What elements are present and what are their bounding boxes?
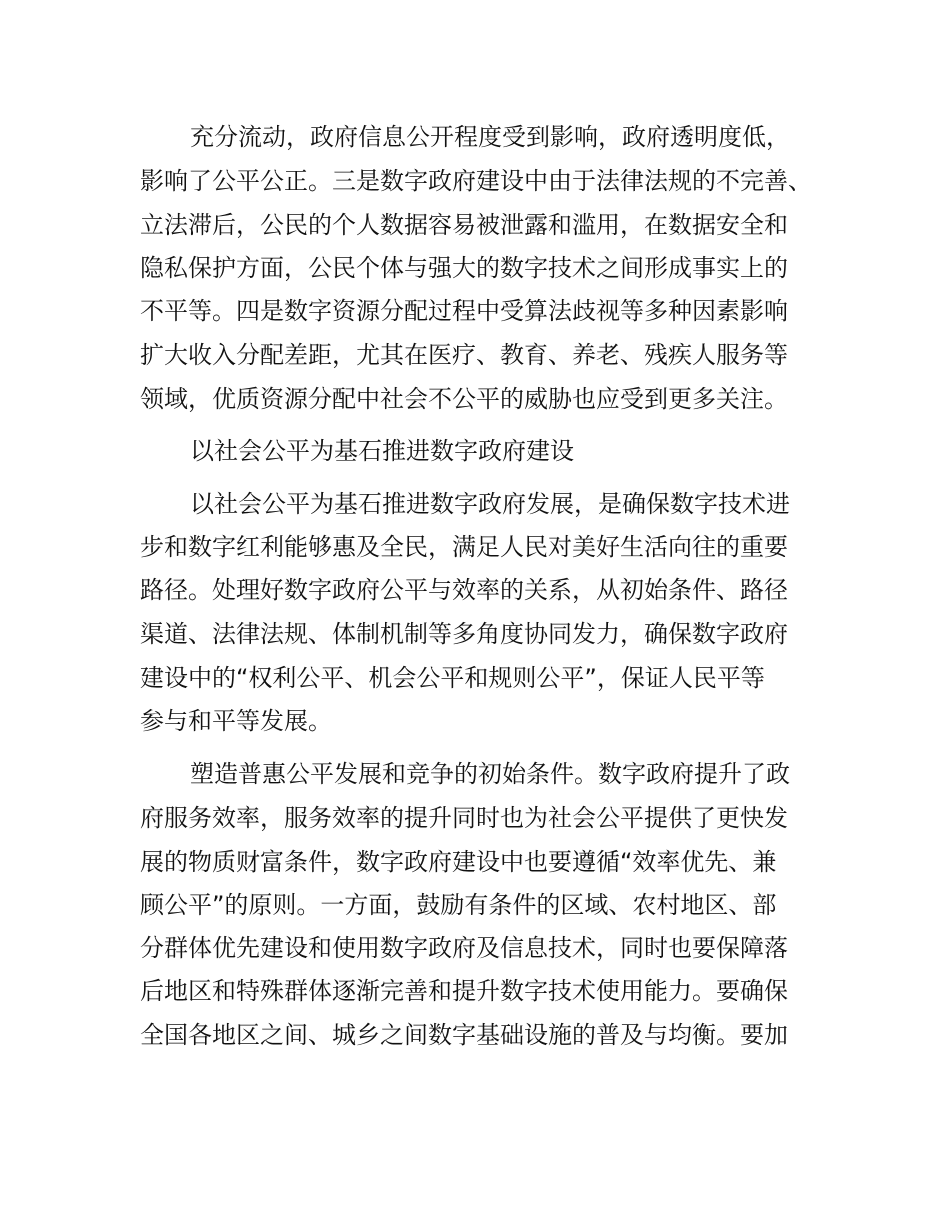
text-line: 后地区和特殊群体逐渐完善和提升数字技术使用能力。要确保 bbox=[140, 977, 788, 1005]
text-line: 路径。处理好数字政府公平与效率的关系，从初始条件、路径 bbox=[140, 576, 788, 604]
text-line: 充分流动，政府信息公开程度受到影响，政府透明度低， bbox=[190, 123, 790, 151]
text-line: 影响了公平公正。三是数字政府建设中由于法律法规的不完善、 bbox=[140, 167, 812, 195]
text-line: 塑造普惠公平发展和竞争的初始条件。数字政府提升了政 bbox=[190, 760, 790, 788]
text-line: 立法滞后，公民的个人数据容易被泄露和滥用，在数据安全和 bbox=[140, 211, 788, 239]
text-line: 步和数字红利能够惠及全民，满足人民对美好生活向往的重要 bbox=[140, 533, 788, 561]
text-line: 隐私保护方面，公民个体与强大的数字技术之间形成事实上的 bbox=[140, 254, 788, 282]
text-line: 不平等。四是数字资源分配过程中受算法歧视等多种因素影响 bbox=[140, 297, 788, 325]
text-line: 分群体优先建设和使用数字政府及信息技术，同时也要保障落 bbox=[140, 934, 788, 962]
text-line: 领域，优质资源分配中社会不公平的威胁也应受到更多关注。 bbox=[140, 385, 788, 413]
text-line: 扩大收入分配差距，尤其在医疗、教育、养老、残疾人服务等 bbox=[140, 341, 788, 369]
text-line: 全国各地区之间、城乡之间数字基础设施的普及与均衡。要加 bbox=[140, 1021, 788, 1049]
text-line: 展的物质财富条件，数字政府建设中也要遵循“效率优先、兼 bbox=[140, 848, 777, 876]
text-line: 参与和平等发展。 bbox=[140, 707, 332, 735]
text-line: 渠道、法律法规、体制机制等多角度协同发力，确保数字政府 bbox=[140, 620, 788, 648]
text-line: 府服务效率，服务效率的提升同时也为社会公平提供了更快发 bbox=[140, 804, 788, 832]
text-line: 建设中的“权利公平、机会公平和规则公平”，保证人民平等 bbox=[140, 664, 765, 692]
text-line: 以社会公平为基石推进数字政府发展，是确保数字技术进 bbox=[190, 490, 790, 518]
section-heading: 以社会公平为基石推进数字政府建设 bbox=[190, 437, 574, 465]
text-line: 顾公平”的原则。一方面，鼓励有条件的区域、农村地区、部 bbox=[140, 891, 777, 919]
